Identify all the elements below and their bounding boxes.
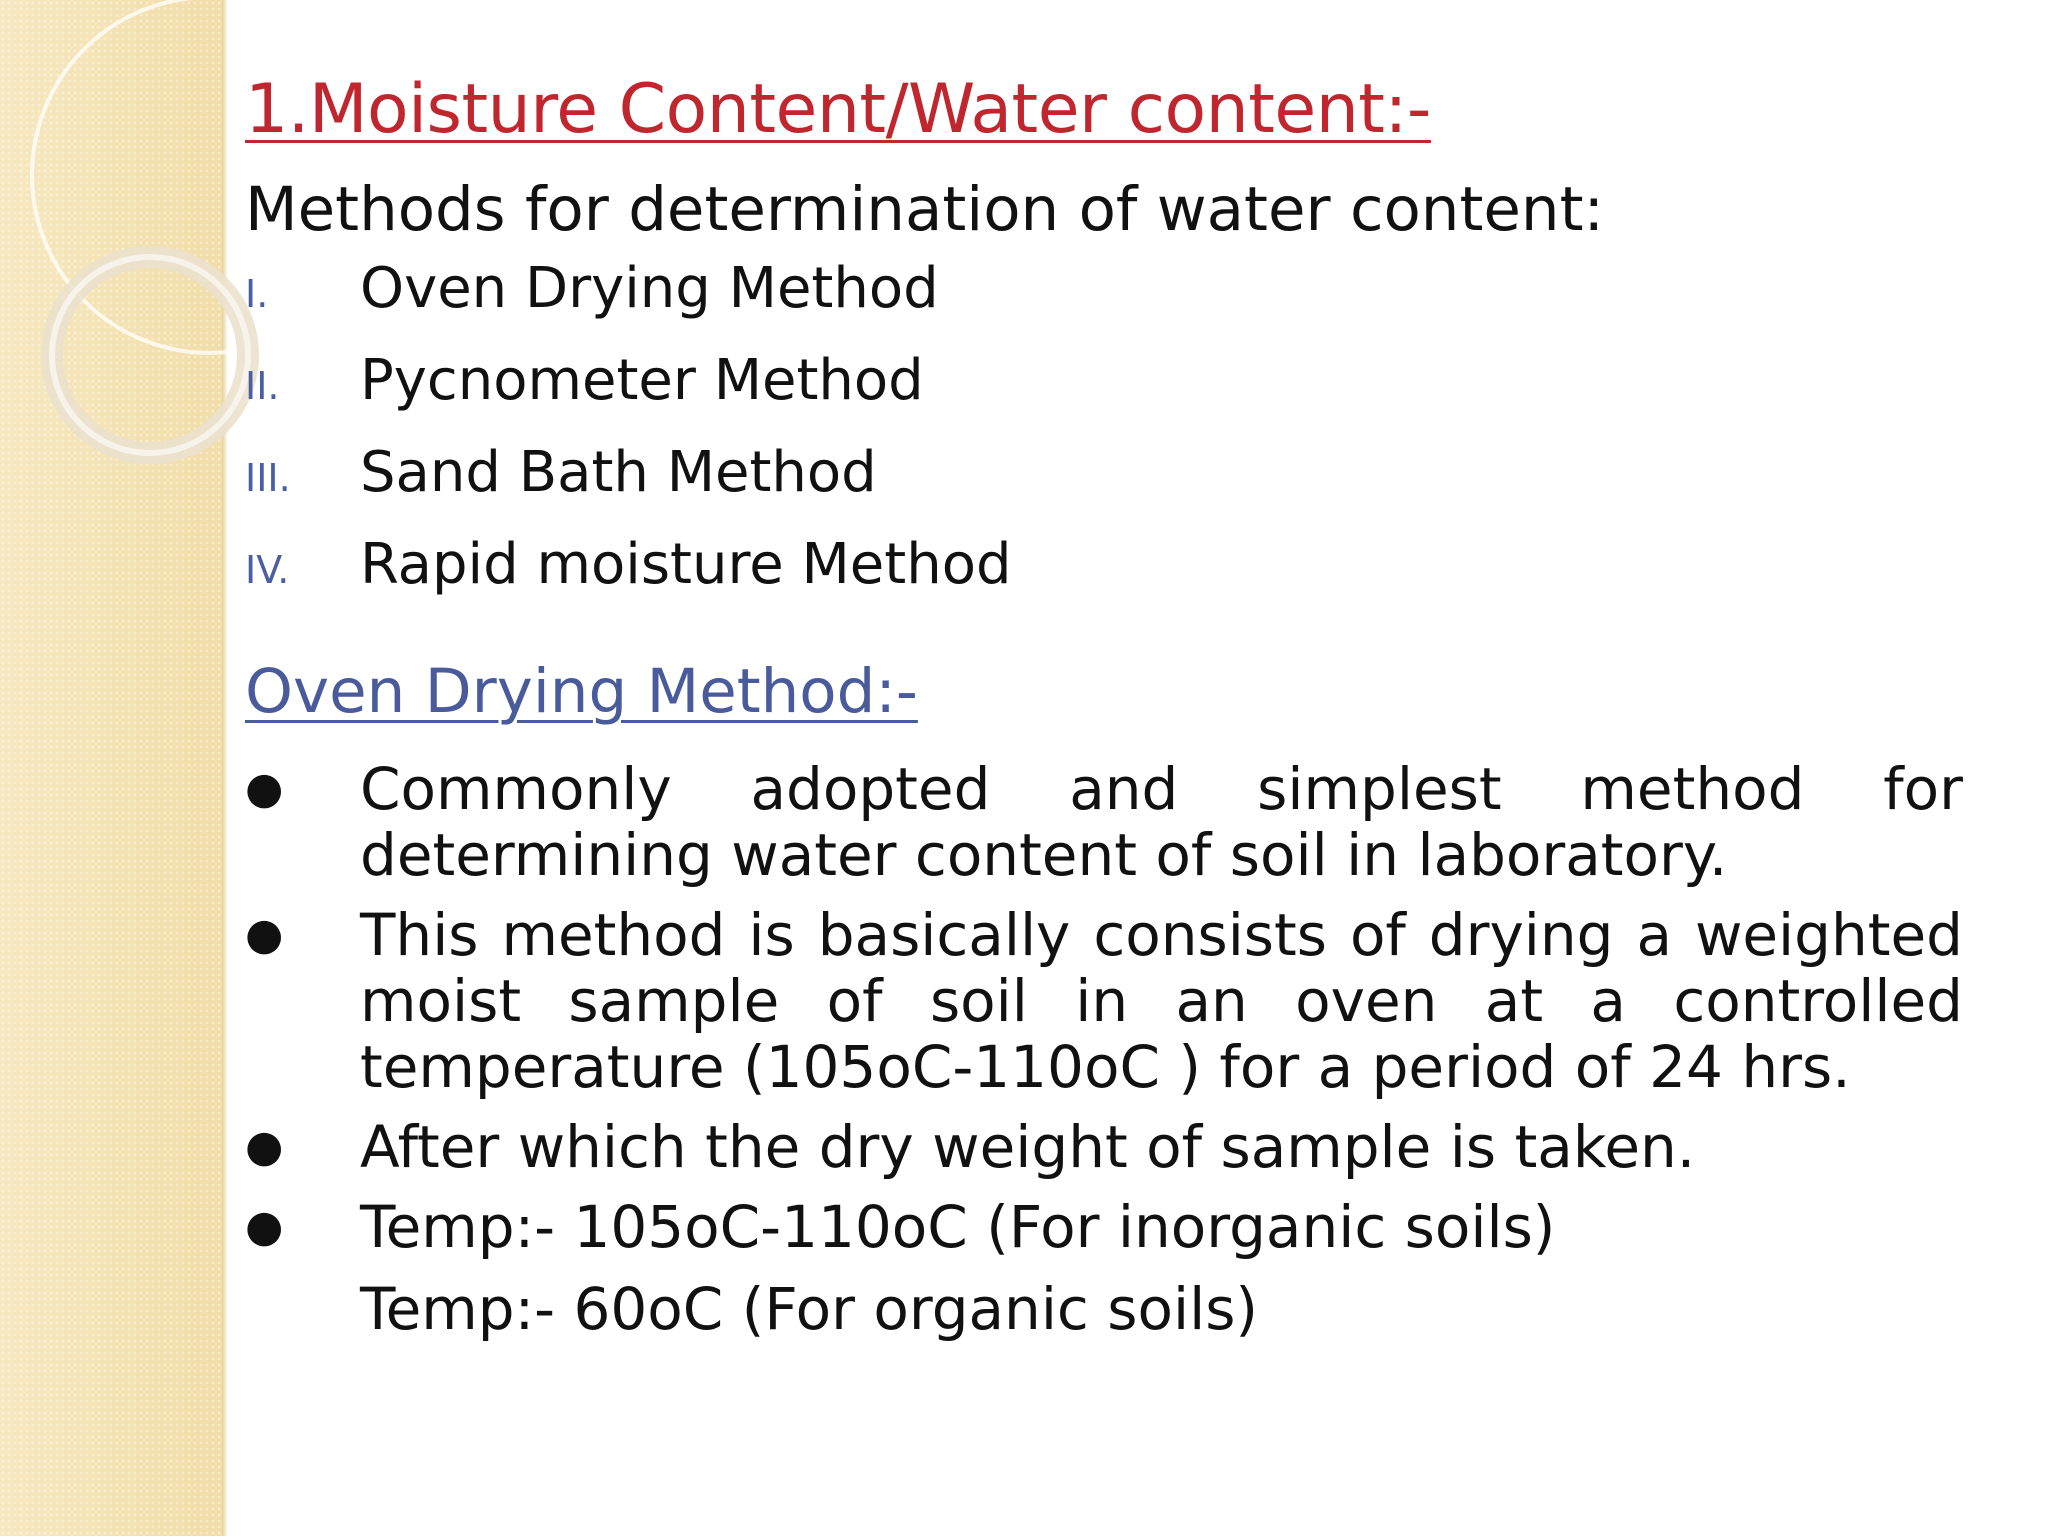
bullet-text: Temp:- 105oC-110oC (For inorganic soils) [360, 1193, 1556, 1261]
list-item [245, 348, 1963, 440]
bullet-item [245, 1194, 1963, 1260]
bullet-item [245, 902, 1963, 1100]
bullet-text: After which the dry weight of sample is taken. [360, 1113, 1696, 1181]
section-subheading: Oven Drying Method:- [245, 656, 918, 727]
bullet-icon: ● [245, 1201, 284, 1252]
list-number: IV. [245, 548, 290, 592]
list-item-label: Pycnometer Method [360, 348, 924, 413]
list-item-label: Oven Drying Method [360, 256, 939, 321]
side-panel-edge [222, 0, 228, 1536]
list-item [245, 440, 1963, 532]
list-item-label: Rapid moisture Method [360, 532, 1012, 597]
bullet-icon: ● [245, 909, 284, 960]
bullet-list [245, 756, 1963, 1260]
list-number: III. [245, 456, 291, 500]
bullet-icon: ● [245, 763, 284, 814]
decorative-side-panel [0, 0, 226, 1536]
bullet-icon: ● [245, 1121, 284, 1172]
list-number: I. [245, 272, 269, 316]
slide-content [245, 60, 1963, 1342]
organic-soil-temp: Temp:- 60oC (For organic soils) [360, 1275, 1259, 1343]
list-item [245, 256, 1963, 348]
bullet-text: This method is basically consists of drying a weighted moist sample of soil in an oven at a controlled temperature (105oC-110oC ) for a period of 24 hrs. [360, 901, 1963, 1101]
slide-title: 1.Moisture Content/Water content:- [245, 70, 1431, 149]
methods-list [245, 256, 1963, 624]
bullet-item [245, 756, 1963, 888]
list-item [245, 532, 1963, 624]
bullet-text: Commonly adopted and simplest method for determining water content of soil in laboratory. [360, 755, 1963, 889]
list-number: II. [245, 364, 280, 408]
list-item-label: Sand Bath Method [360, 440, 877, 505]
intro-text: Methods for determination of water content: [245, 174, 1605, 245]
bullet-item [245, 1114, 1963, 1180]
